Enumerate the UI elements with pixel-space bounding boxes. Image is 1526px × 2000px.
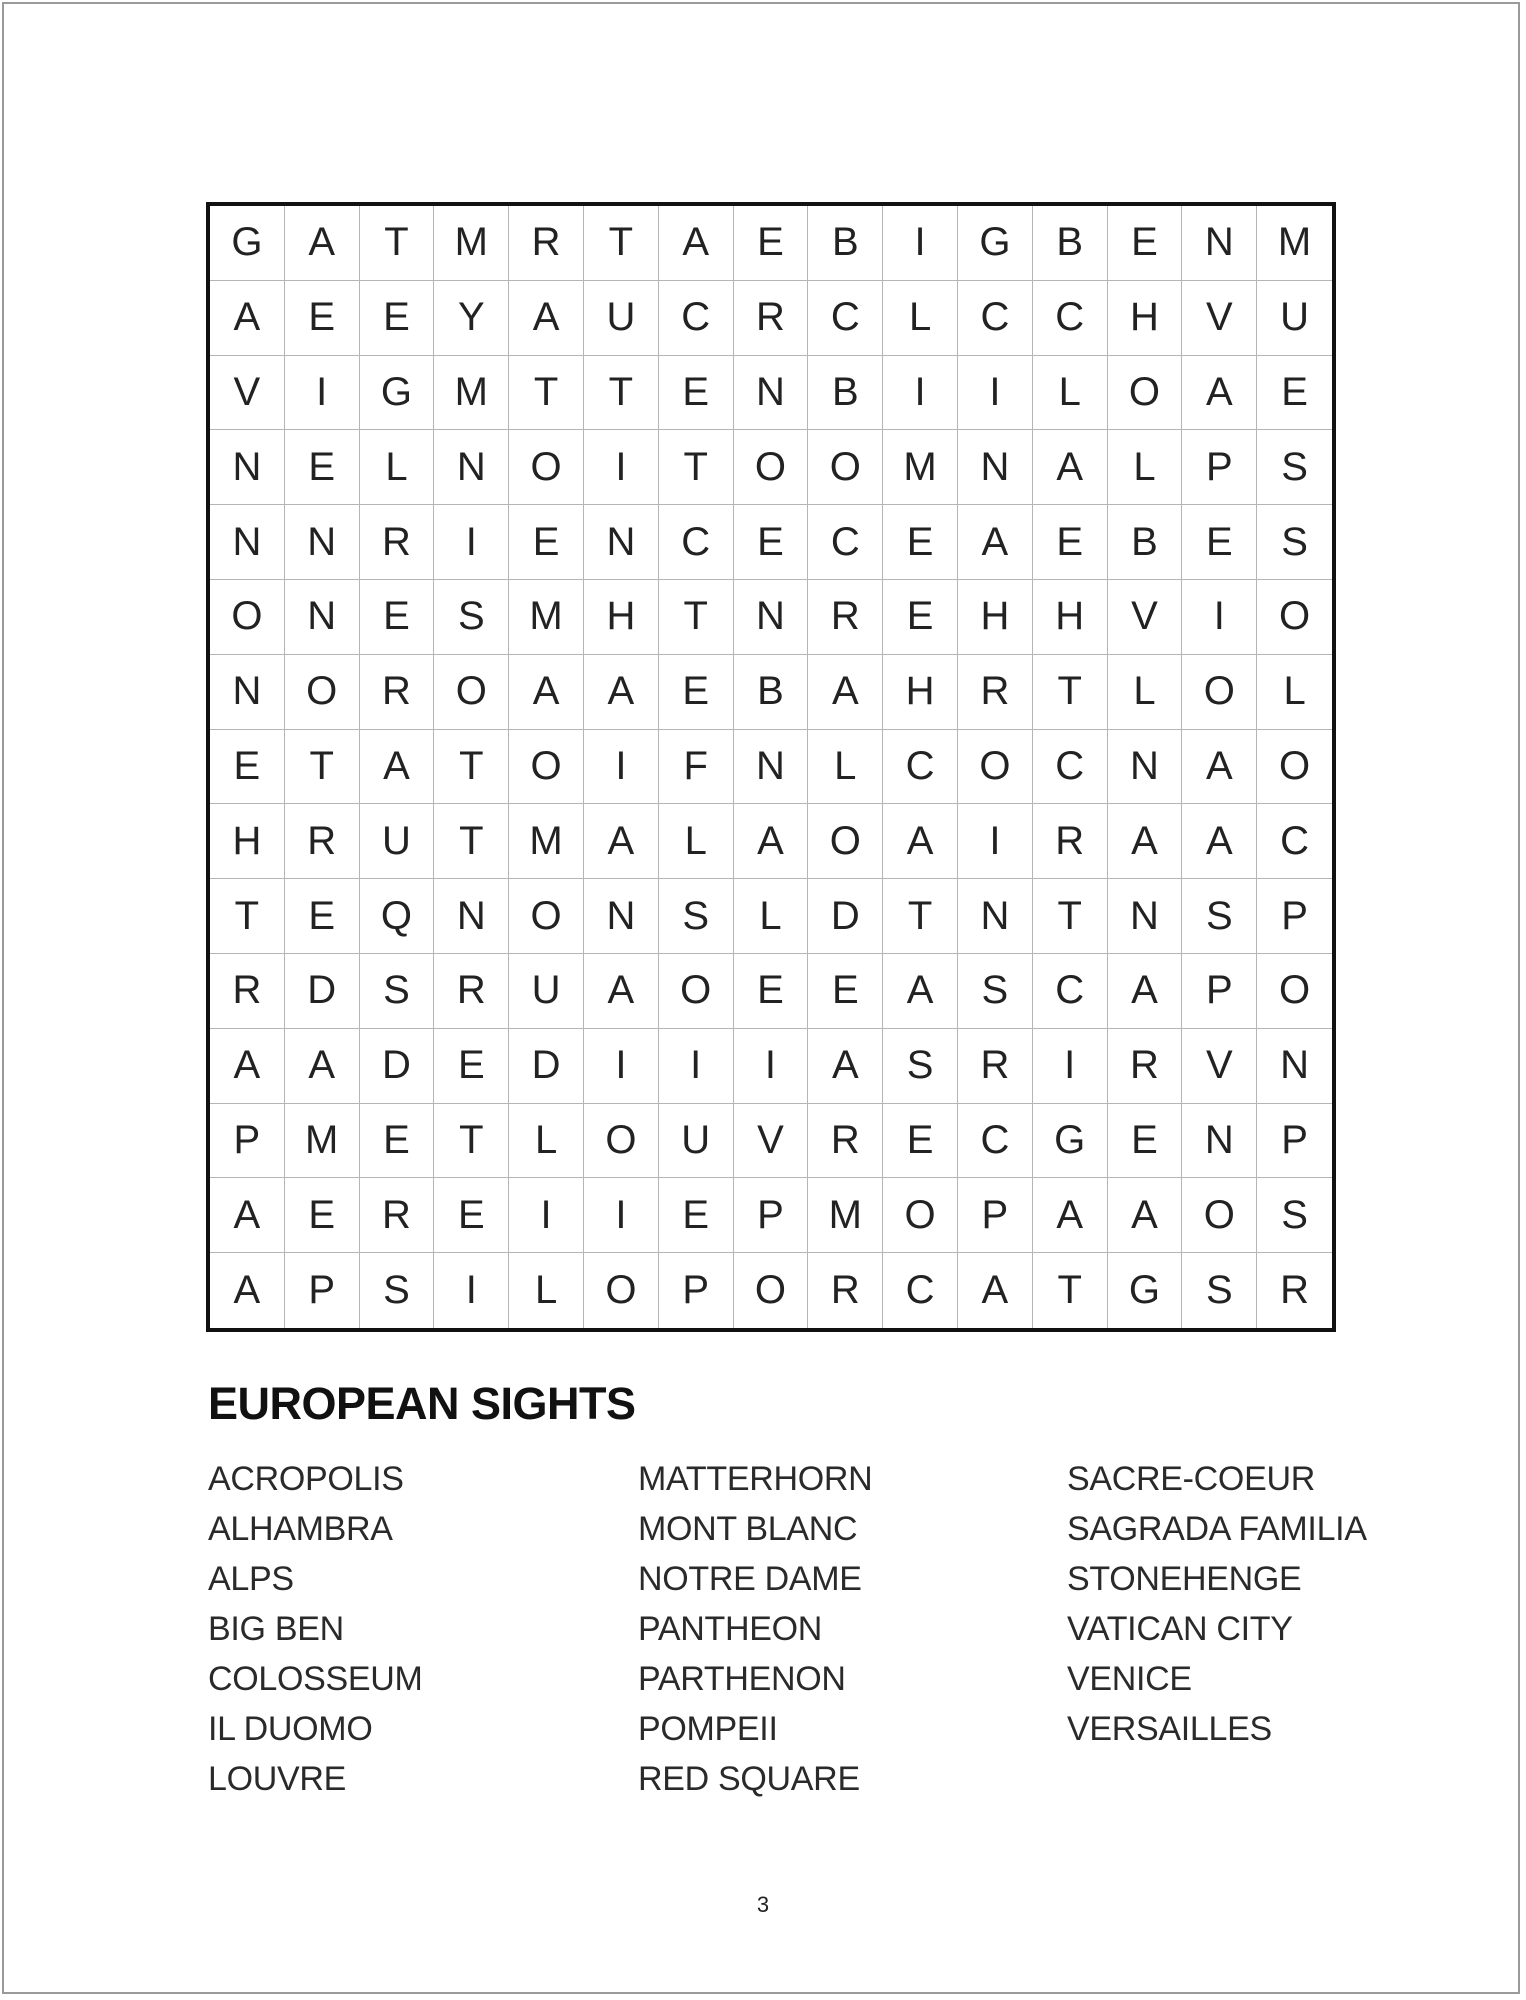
grid-cell: A xyxy=(285,206,360,281)
grid-cell: O xyxy=(1257,580,1332,655)
grid-cell: A xyxy=(883,954,958,1029)
grid-cell: B xyxy=(734,655,809,730)
grid-cell: S xyxy=(360,954,435,1029)
grid-cell: L xyxy=(883,281,958,356)
grid-cell: I xyxy=(285,356,360,431)
grid-cell: E xyxy=(883,1104,958,1179)
grid-cell: N xyxy=(1182,1104,1257,1179)
grid-cell: E xyxy=(883,580,958,655)
grid-cell: N xyxy=(734,730,809,805)
grid-cell: I xyxy=(434,505,509,580)
grid-cell: A xyxy=(734,804,809,879)
grid-cell: H xyxy=(210,804,285,879)
grid-cell: I xyxy=(659,1029,734,1104)
grid-cell: S xyxy=(1257,505,1332,580)
grid-cell: M xyxy=(1257,206,1332,281)
grid-cell: N xyxy=(210,655,285,730)
grid-cell: B xyxy=(808,206,883,281)
word-list-item: COLOSSEUM xyxy=(208,1660,423,1698)
grid-cell: G xyxy=(210,206,285,281)
grid-cell: P xyxy=(210,1104,285,1179)
word-list-item: NOTRE DAME xyxy=(638,1560,862,1598)
grid-cell: E xyxy=(434,1029,509,1104)
word-list-item: VENICE xyxy=(1067,1660,1192,1698)
word-list-item: PARTHENON xyxy=(638,1660,846,1698)
grid-cell: R xyxy=(1280,1268,1310,1313)
word-list-item: VATICAN CITY xyxy=(1067,1610,1293,1648)
grid-cell: M xyxy=(434,356,509,431)
grid-cell: C xyxy=(659,505,734,580)
grid-cell: M xyxy=(285,1104,360,1179)
grid-cell: L xyxy=(1033,356,1108,431)
grid-cell: F xyxy=(659,730,734,805)
grid-cell: N xyxy=(285,505,360,580)
grid-cell: H xyxy=(1033,580,1108,655)
grid-cell: L xyxy=(1108,655,1183,730)
grid-cell: H xyxy=(1108,281,1183,356)
grid-cell: E xyxy=(659,1178,734,1253)
word-list-item: MATTERHORN xyxy=(638,1460,873,1498)
grid-cell: T xyxy=(1033,1253,1108,1328)
grid-cell: A xyxy=(509,655,584,730)
grid-cell: O xyxy=(509,730,584,805)
grid-cell: R xyxy=(1108,1029,1183,1104)
grid-cell: A xyxy=(1108,954,1183,1029)
grid-cell: M xyxy=(509,804,584,879)
grid-cell: R xyxy=(808,1253,883,1328)
grid-cell: E xyxy=(1108,206,1183,281)
grid-cell: I xyxy=(1033,1029,1108,1104)
grid-cell: E xyxy=(1257,356,1332,431)
grid-cell: U xyxy=(509,954,584,1029)
grid-cell: E xyxy=(509,505,584,580)
grid-cell: E xyxy=(1033,505,1108,580)
grid-cell: O xyxy=(734,1253,809,1328)
grid-cell: N xyxy=(285,580,360,655)
grid-cell: I xyxy=(1182,580,1257,655)
grid-cell: D xyxy=(509,1029,584,1104)
grid-cell: N xyxy=(584,505,659,580)
grid-cell: E xyxy=(734,954,809,1029)
grid-cell: I xyxy=(958,356,1033,431)
grid-cell: T xyxy=(434,804,509,879)
grid-cell: A xyxy=(958,505,1033,580)
grid-cell: D xyxy=(808,879,883,954)
grid-cell: S xyxy=(434,580,509,655)
grid-cell: A xyxy=(360,730,435,805)
grid-cell: O xyxy=(509,430,584,505)
grid-cell: H xyxy=(958,580,1033,655)
grid-cell: D xyxy=(360,1029,435,1104)
grid-cell: T xyxy=(584,356,659,431)
grid-cell: E xyxy=(734,505,809,580)
grid-cell: M xyxy=(808,1178,883,1253)
grid-cell: G xyxy=(1033,1104,1108,1179)
word-list-item: POMPEII xyxy=(638,1710,778,1748)
grid-cell: O xyxy=(1182,1178,1257,1253)
grid-cell: Q xyxy=(360,879,435,954)
page-number: 3 xyxy=(756,1892,770,1917)
grid-cell: O xyxy=(1257,954,1332,1029)
grid-cell: O xyxy=(734,430,809,505)
grid-cell: L xyxy=(509,1253,584,1328)
grid-cell: N xyxy=(1182,206,1257,281)
grid-cell: H xyxy=(883,655,958,730)
grid-cell: E xyxy=(210,730,285,805)
grid-cell: A xyxy=(210,1178,285,1253)
grid-cell: E xyxy=(434,1178,509,1253)
grid-cell: C xyxy=(1257,804,1332,879)
grid-cell: P xyxy=(1257,879,1332,954)
grid-cell: O xyxy=(1108,356,1183,431)
grid-cell: N xyxy=(958,430,1033,505)
grid-cell: M xyxy=(509,580,584,655)
grid-cell: R xyxy=(958,655,1033,730)
grid-cell: C xyxy=(808,281,883,356)
word-list-item: SAGRADA FAMILIA xyxy=(1067,1510,1367,1548)
grid-cell: V xyxy=(1182,281,1257,356)
grid-cell: E xyxy=(360,580,435,655)
grid-cell: A xyxy=(509,281,584,356)
grid-cell: C xyxy=(1033,954,1108,1029)
grid-cell: O xyxy=(584,1104,659,1179)
grid-cell: N xyxy=(210,505,285,580)
grid-cell: V xyxy=(734,1104,809,1179)
grid-cell: U xyxy=(360,804,435,879)
grid-cell: P xyxy=(285,1253,360,1328)
grid-cell: T xyxy=(509,356,584,431)
grid-cell: S xyxy=(1257,1178,1332,1253)
grid-cell: I xyxy=(883,356,958,431)
grid-cell: O xyxy=(285,655,360,730)
grid-cell: I xyxy=(434,1253,509,1328)
grid-cell: N xyxy=(210,430,285,505)
grid-cell: H xyxy=(584,580,659,655)
grid-cell: E xyxy=(659,655,734,730)
word-list-item: STONEHENGE xyxy=(1067,1560,1302,1598)
grid-cell: C xyxy=(958,1104,1033,1179)
grid-cell: C xyxy=(1033,730,1108,805)
grid-cell: O xyxy=(210,580,285,655)
grid-cell: E xyxy=(360,281,435,356)
grid-cell: M xyxy=(883,430,958,505)
grid-cell: B xyxy=(1108,505,1183,580)
grid-cell: R xyxy=(360,505,435,580)
grid-cell: U xyxy=(1257,281,1332,356)
grid-cell: S xyxy=(659,879,734,954)
grid-cell: S xyxy=(1182,879,1257,954)
grid-cell: L xyxy=(1108,430,1183,505)
grid-cell: A xyxy=(659,206,734,281)
grid-cell: R xyxy=(285,804,360,879)
grid-cell: O xyxy=(1182,655,1257,730)
grid-cell: P xyxy=(1257,1104,1332,1179)
grid-cell: A xyxy=(1182,730,1257,805)
grid-cell: A xyxy=(958,1253,1033,1328)
grid-cell: T xyxy=(883,879,958,954)
grid-cell: T xyxy=(434,730,509,805)
grid-cell: E xyxy=(883,505,958,580)
grid-cell: S xyxy=(1257,430,1332,505)
grid-cell: O xyxy=(1257,730,1332,805)
grid-cell: O xyxy=(808,430,883,505)
grid-cell: L xyxy=(808,730,883,805)
grid-cell: A xyxy=(1108,1178,1183,1253)
grid-cell: O xyxy=(584,1253,659,1328)
grid-cell: C xyxy=(659,281,734,356)
grid-cell: R xyxy=(958,1029,1033,1104)
grid-cell: R xyxy=(808,580,883,655)
grid-cell: A xyxy=(883,804,958,879)
grid-cell: T xyxy=(659,430,734,505)
grid-cell: E xyxy=(285,879,360,954)
grid-cell: E xyxy=(285,1178,360,1253)
word-list-item: ALPS xyxy=(208,1560,294,1598)
grid-cell: R xyxy=(734,281,809,356)
grid-cell: A xyxy=(584,804,659,879)
grid-cell: N xyxy=(434,879,509,954)
word-list-item: SACRE-COEUR xyxy=(1067,1460,1315,1498)
grid-cell: A xyxy=(1182,356,1257,431)
grid-cell: T xyxy=(434,1104,509,1179)
grid-cell: B xyxy=(1033,206,1108,281)
grid-cell: A xyxy=(210,281,285,356)
grid-cell: I xyxy=(883,206,958,281)
grid-cell: E xyxy=(808,954,883,1029)
grid-cell: T xyxy=(360,206,435,281)
grid-cell: L xyxy=(360,430,435,505)
grid-cell: R xyxy=(360,655,435,730)
grid-cell: P xyxy=(1182,430,1257,505)
grid-cell: I xyxy=(509,1178,584,1253)
grid-cell: A xyxy=(1033,430,1108,505)
grid-cell: G xyxy=(360,356,435,431)
grid-cell: R xyxy=(360,1178,435,1253)
grid-cell: T xyxy=(659,580,734,655)
grid-cell: A xyxy=(1033,1178,1108,1253)
grid-cell: E xyxy=(285,281,360,356)
grid-cell: D xyxy=(285,954,360,1029)
grid-cell: A xyxy=(210,1253,285,1328)
grid-cell: A xyxy=(808,655,883,730)
grid-cell: L xyxy=(659,804,734,879)
grid-cell: I xyxy=(734,1029,809,1104)
grid-cell: N xyxy=(958,879,1033,954)
grid-cell: I xyxy=(958,804,1033,879)
word-list-item: RED SQUARE xyxy=(638,1760,860,1798)
word-list-item: BIG BEN xyxy=(208,1610,344,1648)
grid-cell: N xyxy=(1108,730,1183,805)
grid-cell: O xyxy=(883,1178,958,1253)
word-list-column-1 xyxy=(208,1454,423,1804)
grid-cell: S xyxy=(1182,1253,1257,1328)
word-list-item: ACROPOLIS xyxy=(208,1460,404,1498)
word-list-item: PANTHEON xyxy=(638,1610,822,1648)
grid-cell: E xyxy=(734,206,809,281)
grid-cell: O xyxy=(434,655,509,730)
grid-cell: T xyxy=(210,879,285,954)
grid-cell: R xyxy=(210,954,285,1029)
grid-cell: E xyxy=(360,1104,435,1179)
grid-cell: E xyxy=(285,430,360,505)
grid-cell: E xyxy=(1182,505,1257,580)
grid-cell: N xyxy=(1108,879,1183,954)
grid-cell: O xyxy=(509,879,584,954)
word-list-column-2 xyxy=(638,1454,872,1804)
grid-cell: L xyxy=(734,879,809,954)
grid-cell: N xyxy=(734,356,809,431)
word-list-item: VERSAILLES xyxy=(1067,1710,1272,1748)
grid-cell: I xyxy=(584,430,659,505)
grid-cell: P xyxy=(659,1253,734,1328)
grid-cell: I xyxy=(584,1029,659,1104)
grid-cell: U xyxy=(659,1104,734,1179)
word-list-item: ALHAMBRA xyxy=(208,1510,393,1548)
grid-cell: M xyxy=(434,206,509,281)
grid-cell: B xyxy=(808,356,883,431)
grid-cell: R xyxy=(808,1104,883,1179)
grid-cell: G xyxy=(958,206,1033,281)
grid-cell: O xyxy=(958,730,1033,805)
grid-cell: R xyxy=(509,206,584,281)
grid-cell: R xyxy=(434,954,509,1029)
grid-cell: A xyxy=(1182,804,1257,879)
grid-cell: C xyxy=(883,730,958,805)
word-list-item: IL DUOMO xyxy=(208,1710,373,1748)
grid-cell: T xyxy=(285,730,360,805)
grid-cell: T xyxy=(584,206,659,281)
grid-cell: S xyxy=(958,954,1033,1029)
grid-cell: A xyxy=(1108,804,1183,879)
grid-cell: E xyxy=(1108,1104,1183,1179)
grid-cell: A xyxy=(210,1029,285,1104)
grid-cell: Y xyxy=(434,281,509,356)
puzzle-title: EUROPEAN SIGHTS xyxy=(208,1378,636,1429)
grid-cell: G xyxy=(1108,1253,1183,1328)
grid-cell: N xyxy=(1257,1029,1332,1104)
grid-cell: V xyxy=(1108,580,1183,655)
grid-cell: L xyxy=(509,1104,584,1179)
grid-cell: V xyxy=(210,356,285,431)
grid-cell: A xyxy=(584,954,659,1029)
grid-cell: A xyxy=(285,1029,360,1104)
grid-cell: I xyxy=(584,1178,659,1253)
grid-cell: A xyxy=(584,655,659,730)
grid-cell: N xyxy=(584,879,659,954)
grid-cell: S xyxy=(360,1253,435,1328)
grid-cell: N xyxy=(734,580,809,655)
word-list-item: LOUVRE xyxy=(208,1760,347,1798)
grid-cell: I xyxy=(584,730,659,805)
grid-cell: T xyxy=(1033,655,1108,730)
grid-cell: V xyxy=(1182,1029,1257,1104)
grid-cell: T xyxy=(1033,879,1108,954)
grid-cell: R xyxy=(1033,804,1108,879)
grid-cell: U xyxy=(584,281,659,356)
grid-cell: C xyxy=(883,1253,958,1328)
grid-cell: N xyxy=(434,430,509,505)
grid-cell: C xyxy=(1033,281,1108,356)
word-list-column-3 xyxy=(1067,1454,1367,1754)
grid-cell: S xyxy=(883,1029,958,1104)
word-search-grid xyxy=(206,202,1336,1332)
grid-cell: P xyxy=(1182,954,1257,1029)
grid-cell: L xyxy=(1257,655,1332,730)
grid-cell: P xyxy=(958,1178,1033,1253)
grid-cell: E xyxy=(659,356,734,431)
grid-cell: P xyxy=(734,1178,809,1253)
grid-cell: O xyxy=(808,804,883,879)
grid-cell: O xyxy=(659,954,734,1029)
grid-cell: C xyxy=(958,281,1033,356)
grid-cell: A xyxy=(808,1029,883,1104)
word-list-item: MONT BLANC xyxy=(638,1510,858,1548)
grid-cell: C xyxy=(808,505,883,580)
